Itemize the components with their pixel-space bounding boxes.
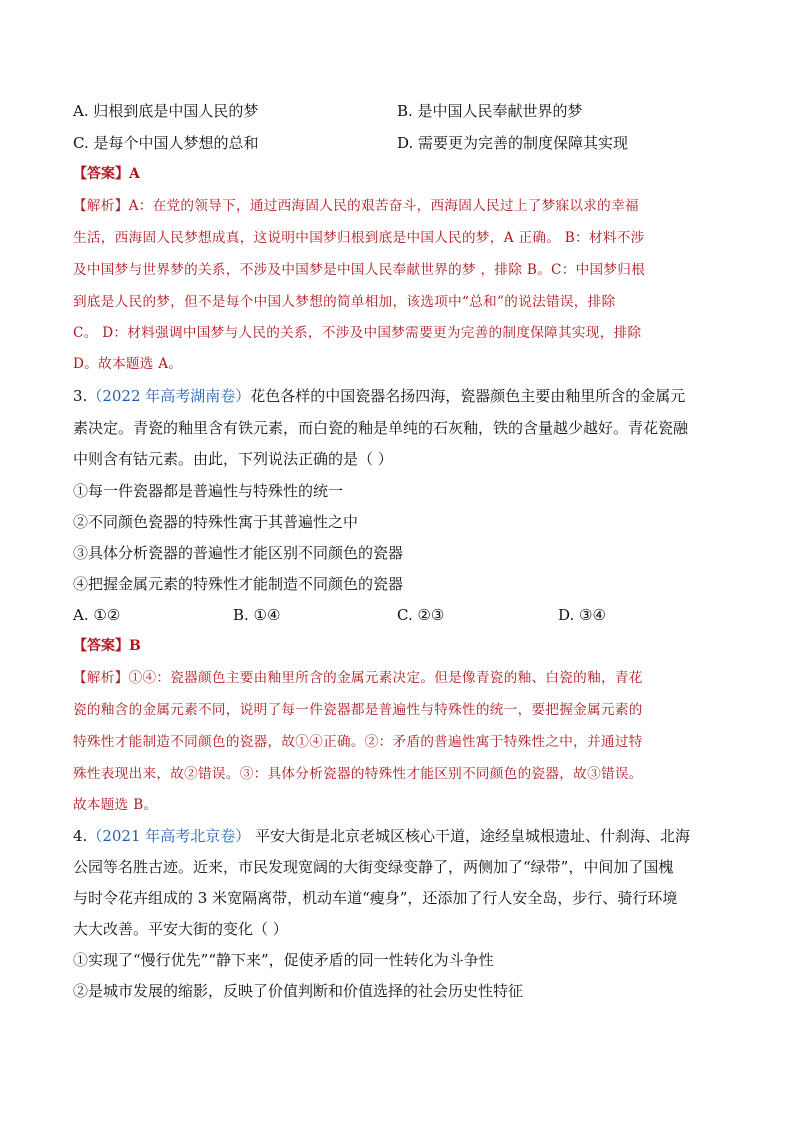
q3-analysis-line: 【解析】①④：瓷器颜色主要由釉里所含的金属元素决定。但是像青瓷的釉、白瓷的釉，青花 [73, 670, 643, 686]
q3-option-a: A. ①② [73, 606, 121, 624]
q4-stem-text: 平安大街是北京老城区核心干道，途经皇城根遗址、什刹海、北海 [250, 827, 691, 845]
q3-analysis-line: 故本题选 B。 [73, 797, 158, 813]
q3-statement: ②不同颜色瓷器的特殊性寓于其普遍性之中 [73, 513, 359, 531]
q3-analysis-line: 特殊性才能制造不同颜色的瓷器，故①④正确。②：矛盾的普遍性寓于特殊性之中，并通过特 [73, 734, 643, 750]
q2-answer: 【答案】A [73, 166, 140, 182]
q3-answer: 【答案】B [73, 638, 141, 654]
q4-source: （2021 年高考北京卷） [87, 827, 251, 845]
q2-analysis-line: 及中国梦与世界梦的关系，不涉及中国梦是中国人民奉献世界的梦 ，排除 B。C：中国梦归根 [73, 262, 646, 278]
q2-analysis-line: C。 D：材料强调中国梦与人民的关系，不涉及中国梦需要更为完善的制度保障其实现，排除 [73, 325, 642, 341]
q4-number: 4. [73, 827, 88, 845]
q4-stem-line: 与时令花卉组成的 3 米宽隔离带，机动车道“瘦身”，还添加了行人安全岛，步行、骑行环境 [73, 889, 678, 907]
q2-option-d: D. 需要更为完善的制度保障其实现 [397, 134, 629, 152]
q2-option-c: C. 是每个中国人梦想的总和 [73, 134, 259, 152]
q2-analysis-line: 【解析】A：在党的领导下，通过西海固人民的艰苦奋斗，西海固人民过上了梦寐以求的幸福 [73, 198, 639, 214]
q3-option-c: C. ②③ [397, 606, 445, 624]
q3-stem-text: 花色各样的中国瓷器名扬四海，瓷器颜色主要由釉里所含的金属元 [250, 387, 686, 405]
q3-option-d: D. ③④ [558, 606, 606, 624]
q2-analysis-line: D。故本题选 A。 [73, 356, 183, 372]
q2-analysis-line: 到底是人民的梦，但不是每个中国人梦想的简单相加，该选项中“总和”的说法错误，排除 [73, 294, 616, 310]
q3-stem-line: 素决定。青瓷的釉里含有铁元素，而白瓷的釉是单纯的石灰釉，铁的含量越少越好。青花瓷融 [73, 419, 689, 437]
q3-stem-first [73, 386, 685, 406]
q3-analysis-line: 瓷的釉含的金属元素不同，说明了每一件瓷器都是普遍性与特殊性的统一，要把握金属元素的 [73, 702, 643, 718]
q3-statement: ③具体分析瓷器的普遍性才能区别不同颜色的瓷器 [73, 544, 404, 562]
q3-number: 3. [73, 387, 88, 405]
q3-source: （2022 年高考湖南卷） [87, 387, 251, 405]
q3-statement: ①每一件瓷器都是普遍性与特殊性的统一 [73, 482, 344, 500]
q3-option-b: B. ①④ [233, 606, 281, 624]
q2-analysis-line: 生活，西海固人民梦想成真，这说明中国梦归根到底是中国人民的梦，A 正确。 B：材料不涉 [73, 230, 645, 246]
q4-statement: ②是城市发展的缩影，反映了价值判断和价值选择的社会历史性特征 [73, 982, 524, 1000]
q4-stem-line: 公园等名胜古迹。近来，市民发现宽阔的大街变绿变静了，两侧加了“绿带”，中间加了国槐 [73, 858, 674, 876]
q4-statement: ①实现了“慢行优先”“静下来”，促使矛盾的同一性转化为斗争性 [73, 951, 494, 969]
q2-option-b: B. 是中国人民奉献世界的梦 [397, 102, 583, 120]
q2-option-a: A. 归根到底是中国人民的梦 [73, 102, 259, 120]
q3-analysis-line: 殊性表现出来，故②错误。③：具体分析瓷器的特殊性才能区别不同颜色的瓷器，故③错误。 [73, 766, 643, 782]
q4-stem-line: 大大改善。平安大街的变化（ ） [73, 920, 288, 938]
q3-statement: ④把握金属元素的特殊性才能制造不同颜色的瓷器 [73, 575, 404, 593]
q3-stem-line: 中则含有钴元素。由此，下列说法正确的是（ ） [73, 450, 393, 468]
q4-stem-first [73, 826, 690, 846]
